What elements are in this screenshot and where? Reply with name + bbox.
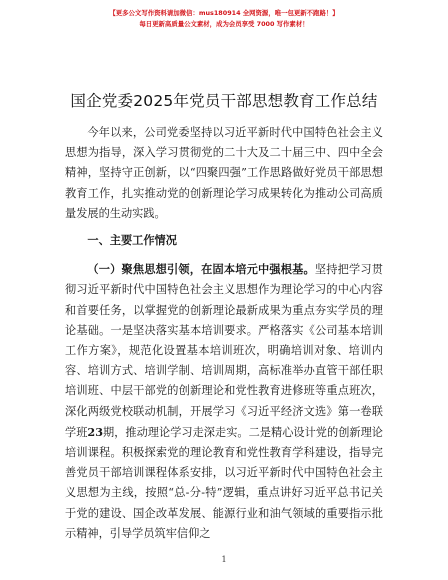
page-number: 1	[221, 555, 227, 564]
paragraph-body-part-2: 期，推动理论学习走深走实。二是精心设计党的创新理论培训课程。积极探索党的理论教育和党性教育学科建设，指导完善党员干部培训课程体系安排，以习近平新时代中国特色社会主义思想为主线，按照“总-分-特”逻辑，重点讲好习近平总书记关于党的建设、国企改革发展、能源行业和油气领域的重要指示批示精神，引导学员筑牢信仰之	[65, 425, 383, 540]
promo-banner-line-1: 【更多公文写作资料请加微信：mus180914 全网资源，唯一包更新不跑路！】	[109, 9, 339, 17]
subsection-lead: （一）聚焦思想引领，在固本培元中强根基。	[87, 262, 315, 277]
document-title: 国企党委2025年党员干部思想教育工作总结	[70, 92, 378, 110]
section-heading-main-work: 一、主要工作情况	[87, 234, 177, 248]
section-paragraph-1	[65, 259, 383, 544]
promo-banner-line-2: 每日更新高质量公文素材，成为会员享受 7000 写作素材！	[139, 20, 309, 28]
paragraph-body-part-1: 坚持把学习贯彻习近平新时代中国特色社会主义思想作为理论学习的中心内容和首要任务，以掌握党的创新理论最新成果为重点夯实学员的理论基础。一是坚决落实基本培训要求。严格落实《公司基本培训工作方案》，规范化设置基本培训班次，明确培训对象、培训内容、培训方式、培训学制、培训周期，高标准举办直管干部任职培训班、中层干部党的创新理论和党性教育进修班等重点班次，深化两级党校联动机制，开展学习《习近平经济文选》第一卷联学班	[65, 263, 383, 439]
document-body	[65, 123, 383, 544]
intro-paragraph: 今年以来，公司党委坚持以习近平新时代中国特色社会主义思想为指导，深入学习贯彻党的二十大及二十届三中、四中全会精神，坚持守正创新，以“四聚四强”工作思路做好党员干部思想教育工作，扎实推动党的创新理论学习成果转化为推动公司高质量发展的生动实践。	[65, 126, 383, 220]
promo-banner	[0, 8, 448, 30]
paragraph-number: 23	[87, 424, 103, 439]
